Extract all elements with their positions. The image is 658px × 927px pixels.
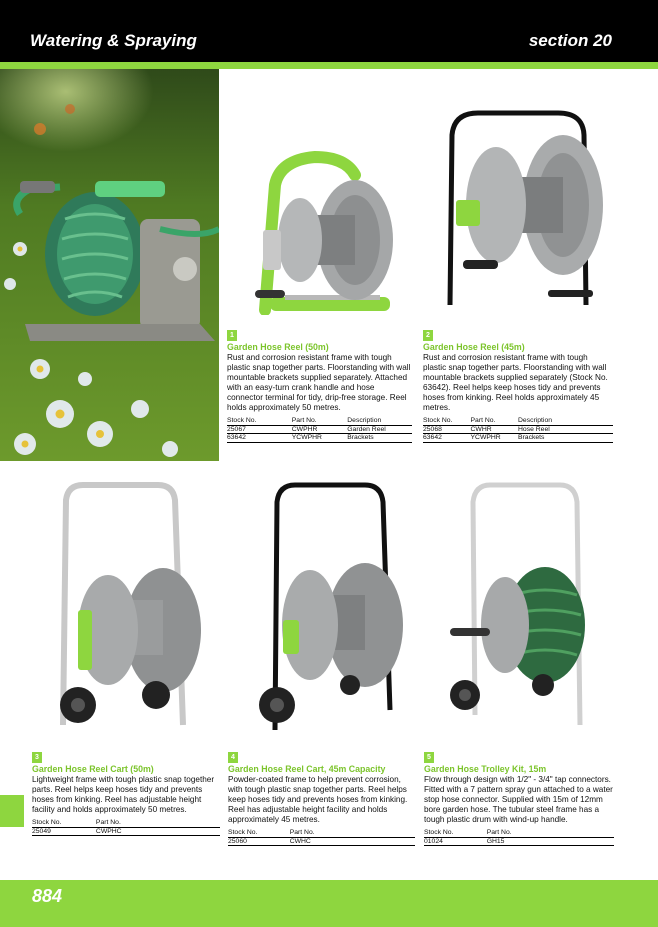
product-4-table (228, 829, 415, 846)
product-2-title: Garden Hose Reel (45m) (423, 342, 525, 352)
product-1-description: Rust and corrosion resistant frame with tough plastic snap together parts. Floorstanding with wall mountable brackets supplied separately. Attached with an easy-turn crank handle and hose connector terminal for tidy, drip-free storage. Reel holds approximately 50 metres. (227, 353, 411, 412)
part-header: Part No. (471, 417, 519, 425)
description-cell: Garden Reel (347, 425, 412, 434)
product-4 (228, 752, 415, 846)
page-title: Watering & Spraying (30, 31, 197, 50)
product-2-number: 2 (423, 330, 433, 341)
product-4-number: 4 (228, 752, 238, 763)
product-4-description: Powder-coated frame to help prevent corrosion, with tough plastic snap together parts. Reel helps keep hoses tidy and prevents hoses from kinking. Reel has adjustable height facility and holds approximately 45 metres. (228, 775, 408, 824)
product-3-image (48, 480, 208, 730)
part-header: Part No. (96, 819, 220, 827)
footer-bar (0, 880, 658, 927)
product-5-description: Flow through design with 1/2" - 3/4" tap connectors. Fitted with a 7 pattern spray gun attached to a water stop hose connector. Supplied with 15m of 12mm bore garden hose. The tubular steel frame has a tough plastic drum with wind-up handle. (424, 775, 613, 824)
product-3-title: Garden Hose Reel Cart (50m) (32, 764, 154, 774)
stock-header: Stock No. (424, 829, 487, 837)
part-header: Part No. (290, 829, 415, 837)
stock-header: Stock No. (227, 417, 292, 425)
product-5-table (424, 829, 614, 846)
stock-header: Stock No. (423, 417, 471, 425)
part-cell: YCWPHR (292, 434, 348, 443)
table-row (227, 425, 412, 434)
description-cell: Hose Reel (518, 425, 613, 434)
product-2-image (438, 105, 608, 310)
product-1-number: 1 (227, 330, 237, 341)
stock-header: Stock No. (228, 829, 290, 837)
product-3-description: Lightweight frame with tough plastic snap together parts. Reel helps keep hoses tidy and prevents hoses from kinking. Reel has adjustable height facility and holds approximately 50 metres. (32, 775, 215, 814)
table-row (424, 837, 614, 846)
part-cell: CWPHR (292, 425, 348, 434)
stock-cell: 25068 (423, 425, 471, 434)
stock-cell: 63642 (423, 434, 471, 443)
stock-cell: 25049 (32, 827, 96, 836)
part-cell: GH15 (487, 837, 614, 846)
description-cell: Brackets (518, 434, 613, 443)
description-header: Description (347, 417, 412, 425)
table-row (32, 827, 220, 836)
part-cell: CWHR (471, 425, 519, 434)
product-5-image (445, 480, 600, 735)
stock-header: Stock No. (32, 819, 96, 827)
product-2-description: Rust and corrosion resistant frame with tough plastic snap together parts. Floorstanding with wall mountable brackets supplied separately (Stock No. 63642). Reel helps keep hoses tidy and prevents hoses from kinking. Reel holds approximately 45 metres. (423, 353, 608, 412)
part-cell: YCWPHR (471, 434, 519, 443)
product-2 (423, 330, 613, 443)
product-1-image (245, 145, 400, 315)
product-5 (424, 752, 614, 846)
header-accent-stripe (0, 62, 658, 69)
table-row (423, 434, 613, 443)
product-4-title: Garden Hose Reel Cart, 45m Capacity (228, 764, 386, 774)
product-3 (32, 752, 220, 836)
part-cell: CWHC (290, 837, 415, 846)
section-side-tab (0, 795, 24, 827)
product-5-number: 5 (424, 752, 434, 763)
part-cell: CWPHC (96, 827, 220, 836)
stock-cell: 25060 (228, 837, 290, 846)
product-3-number: 3 (32, 752, 42, 763)
table-row (228, 837, 415, 846)
stock-cell: 25067 (227, 425, 292, 434)
product-2-table (423, 417, 613, 443)
product-3-table (32, 819, 220, 836)
page-number: 884 (32, 886, 63, 906)
section-label: section 20 (528, 31, 612, 50)
garden-photo (0, 69, 219, 461)
product-1 (227, 330, 412, 443)
part-header: Part No. (487, 829, 614, 837)
product-5-title: Garden Hose Trolley Kit, 15m (424, 764, 547, 774)
product-4-image (255, 480, 415, 735)
stock-cell: 63642 (227, 434, 292, 443)
table-row (227, 434, 412, 443)
product-1-title: Garden Hose Reel (50m) (227, 342, 329, 352)
table-row (423, 425, 613, 434)
product-1-table (227, 417, 412, 443)
description-header: Description (518, 417, 613, 425)
description-cell: Brackets (347, 434, 412, 443)
part-header: Part No. (292, 417, 348, 425)
stock-cell: 01024 (424, 837, 487, 846)
